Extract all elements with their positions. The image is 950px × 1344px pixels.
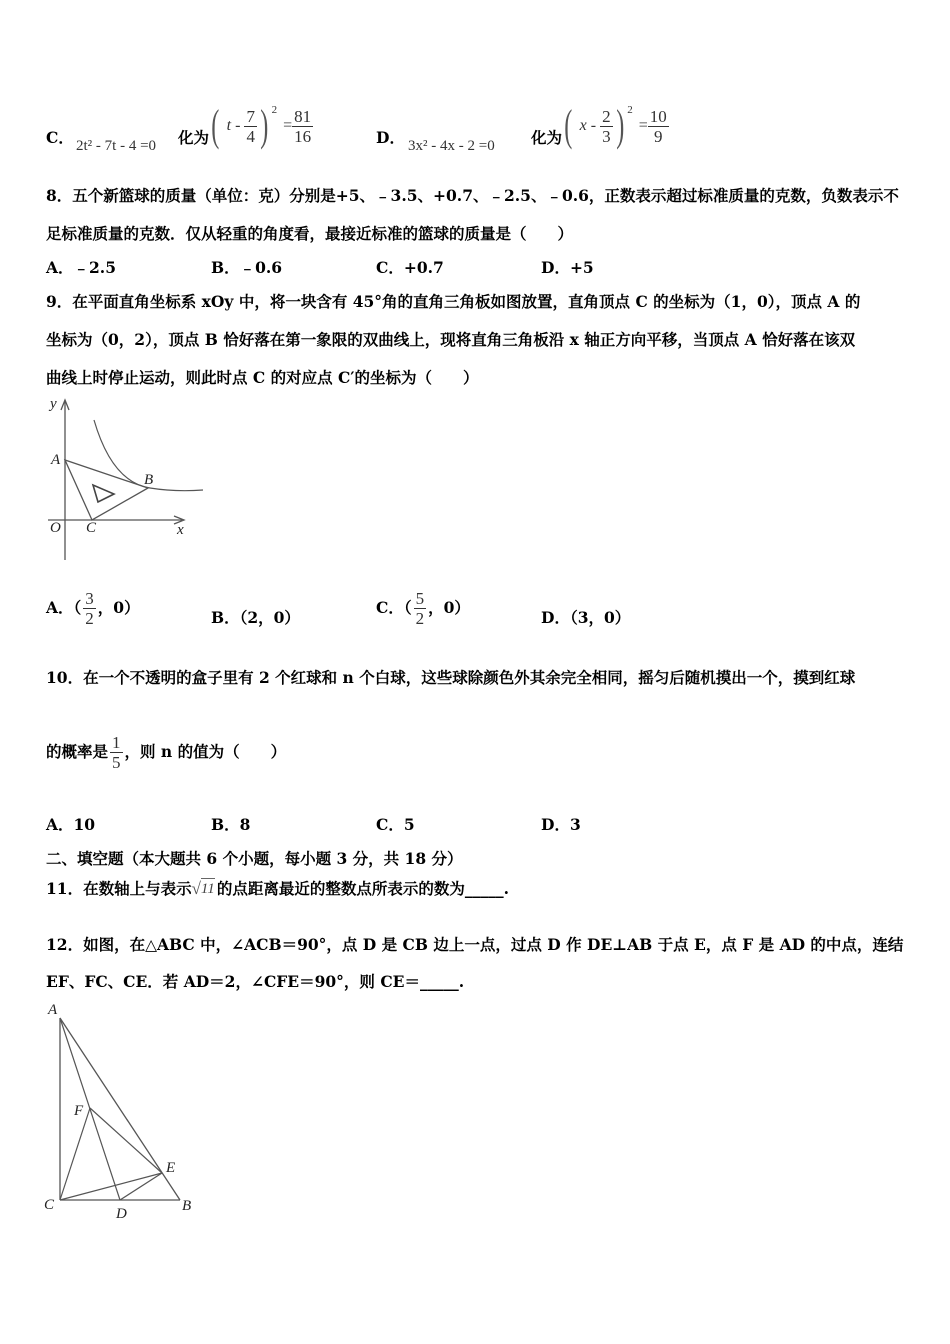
q9-option-b: B．（2，0） <box>211 608 300 627</box>
q12-segment-de <box>120 1173 162 1200</box>
q9-figure <box>40 392 212 568</box>
q10-option-a: A．10 <box>46 815 96 834</box>
q9-option-a: A．（ $\frac{3}{2}$ ，0） <box>46 588 140 628</box>
q10-line-2: 的概率是 $\frac{1}{5}$ ，则 n 的值为（ ） <box>46 732 287 772</box>
q7-option-c-label: C． <box>46 128 74 147</box>
q10-option-c: C．5 <box>376 815 415 834</box>
q7-c-exponent: 2 <box>271 104 278 116</box>
q12-figure <box>40 998 210 1224</box>
q9-line-2: 坐标为（0，2），顶点 B 恰好落在第一象限的双曲线上，现将直角三角板沿 x 轴正方向平移，当顶点 A 恰好落在该双 <box>46 330 856 349</box>
q12-label-c: C <box>44 1197 55 1213</box>
q9-line-1: 9．在平面直角坐标系 xOy 中，将一块含有 45°角的直角三角板如图放置，直角顶点 C 的坐标为（1，0），顶点 A 的 <box>46 292 861 311</box>
q9-option-c: C．（ $\frac{5}{2}$ ，0） <box>376 588 470 628</box>
q7-d-equals: = <box>638 117 648 134</box>
q8-option-d: D．+5 <box>541 258 594 277</box>
q10-option-d: D．3 <box>541 815 581 834</box>
q12-segment-fc <box>60 1108 90 1200</box>
q8-option-c: C．+0.7 <box>376 258 444 277</box>
q10-option-b: B．8 <box>211 815 251 834</box>
q9-label-y: y <box>50 396 57 412</box>
q7-option-d-expression: ( x - $\frac{2}{3}$ ) 2 = $\frac{10}{9}$ <box>564 101 667 150</box>
q7-option-d-word: 化为 <box>531 128 563 147</box>
q7-c-rhs-fraction: $\frac{81}{16}$ <box>294 106 312 146</box>
q7-c-inner-fraction: $\frac{7}{4}$ <box>246 106 255 146</box>
section-2-heading: 二、填空题（本大题共 6 个小题，每小题 3 分，共 18 分） <box>46 849 463 868</box>
q9-line-3: 曲线上时停止运动，则此时点 C 的对应点 C′的坐标为（ ） <box>46 368 479 387</box>
q7-d-inner-fraction: $\frac{2}{3}$ <box>602 106 611 146</box>
q9-label-b: B <box>144 472 154 488</box>
q11-line: 11．在数轴上与表示 √ 11 的点距离最近的整数点所表示的数为_____. <box>46 879 509 898</box>
q7-option-d-equation: 3x² - 4x - 2 =0 <box>408 138 495 154</box>
q8-line-1: 8．五个新篮球的质量（单位：克）分别是+5、﹣3.5、+0.7、﹣2.5、﹣0.6，正数表示超过标准质量的克数，负数表示不 <box>46 186 899 205</box>
q11-sqrt-sign: √ <box>191 879 201 898</box>
q9-label-x: x <box>177 522 184 538</box>
q12-label-a: A <box>48 1002 58 1018</box>
q8-option-b: B．﹣0.6 <box>211 258 283 277</box>
q9-label-a: A <box>51 452 61 468</box>
q12-label-e: E <box>166 1160 176 1176</box>
q7-d-rhs-fraction: $\frac{10}{9}$ <box>649 106 667 146</box>
q10-line-1: 10．在一个不透明的盒子里有 2 个红球和 n 个白球，这些球除颜色外其余完全相同，摇匀后随机摸出一个，摸到红球 <box>46 668 856 687</box>
q9-option-d: D．（3，0） <box>541 608 631 627</box>
q12-segment-ce <box>60 1173 162 1200</box>
q8-line-2: 足标准质量的克数．仅从轻重的角度看，最接近标准的篮球的质量是（ ） <box>46 224 574 243</box>
q7-option-d-label: D． <box>376 128 405 147</box>
q7-option-c-expression: ( t - $\frac{7}{4}$ ) 2 = $\frac{81}{16}$ <box>211 101 312 150</box>
q12-line-2: EF、FC、CE．若 AD＝2，∠CFE＝90°，则 CE＝_____. <box>46 972 465 991</box>
q7-c-equals: = <box>283 117 293 134</box>
q7-d-exponent: 2 <box>627 104 633 116</box>
q7-d-inner: x - <box>579 117 597 134</box>
q12-label-d: D <box>116 1206 127 1222</box>
q12-label-b: B <box>182 1198 192 1214</box>
q7-option-c-word: 化为 <box>178 128 210 147</box>
q7-c-inner: t - <box>226 117 241 134</box>
q7-option-c-equation: 2t² - 7t - 4 =0 <box>76 138 157 154</box>
q9-inner-triangle <box>93 485 114 502</box>
q8-option-a: A．﹣2.5 <box>46 258 116 277</box>
q11-radicand: 11 <box>201 878 215 899</box>
q12-label-f: F <box>74 1103 84 1119</box>
q9-label-o: O <box>50 520 61 536</box>
q12-line-1: 12．如图，在△ABC 中，∠ACB＝90°，点 D 是 CB 边上一点，过点 D 作 DE⊥AB 于点 E，点 F 是 AD 的中点，连结 <box>46 935 904 954</box>
q9-label-c: C <box>86 520 97 536</box>
